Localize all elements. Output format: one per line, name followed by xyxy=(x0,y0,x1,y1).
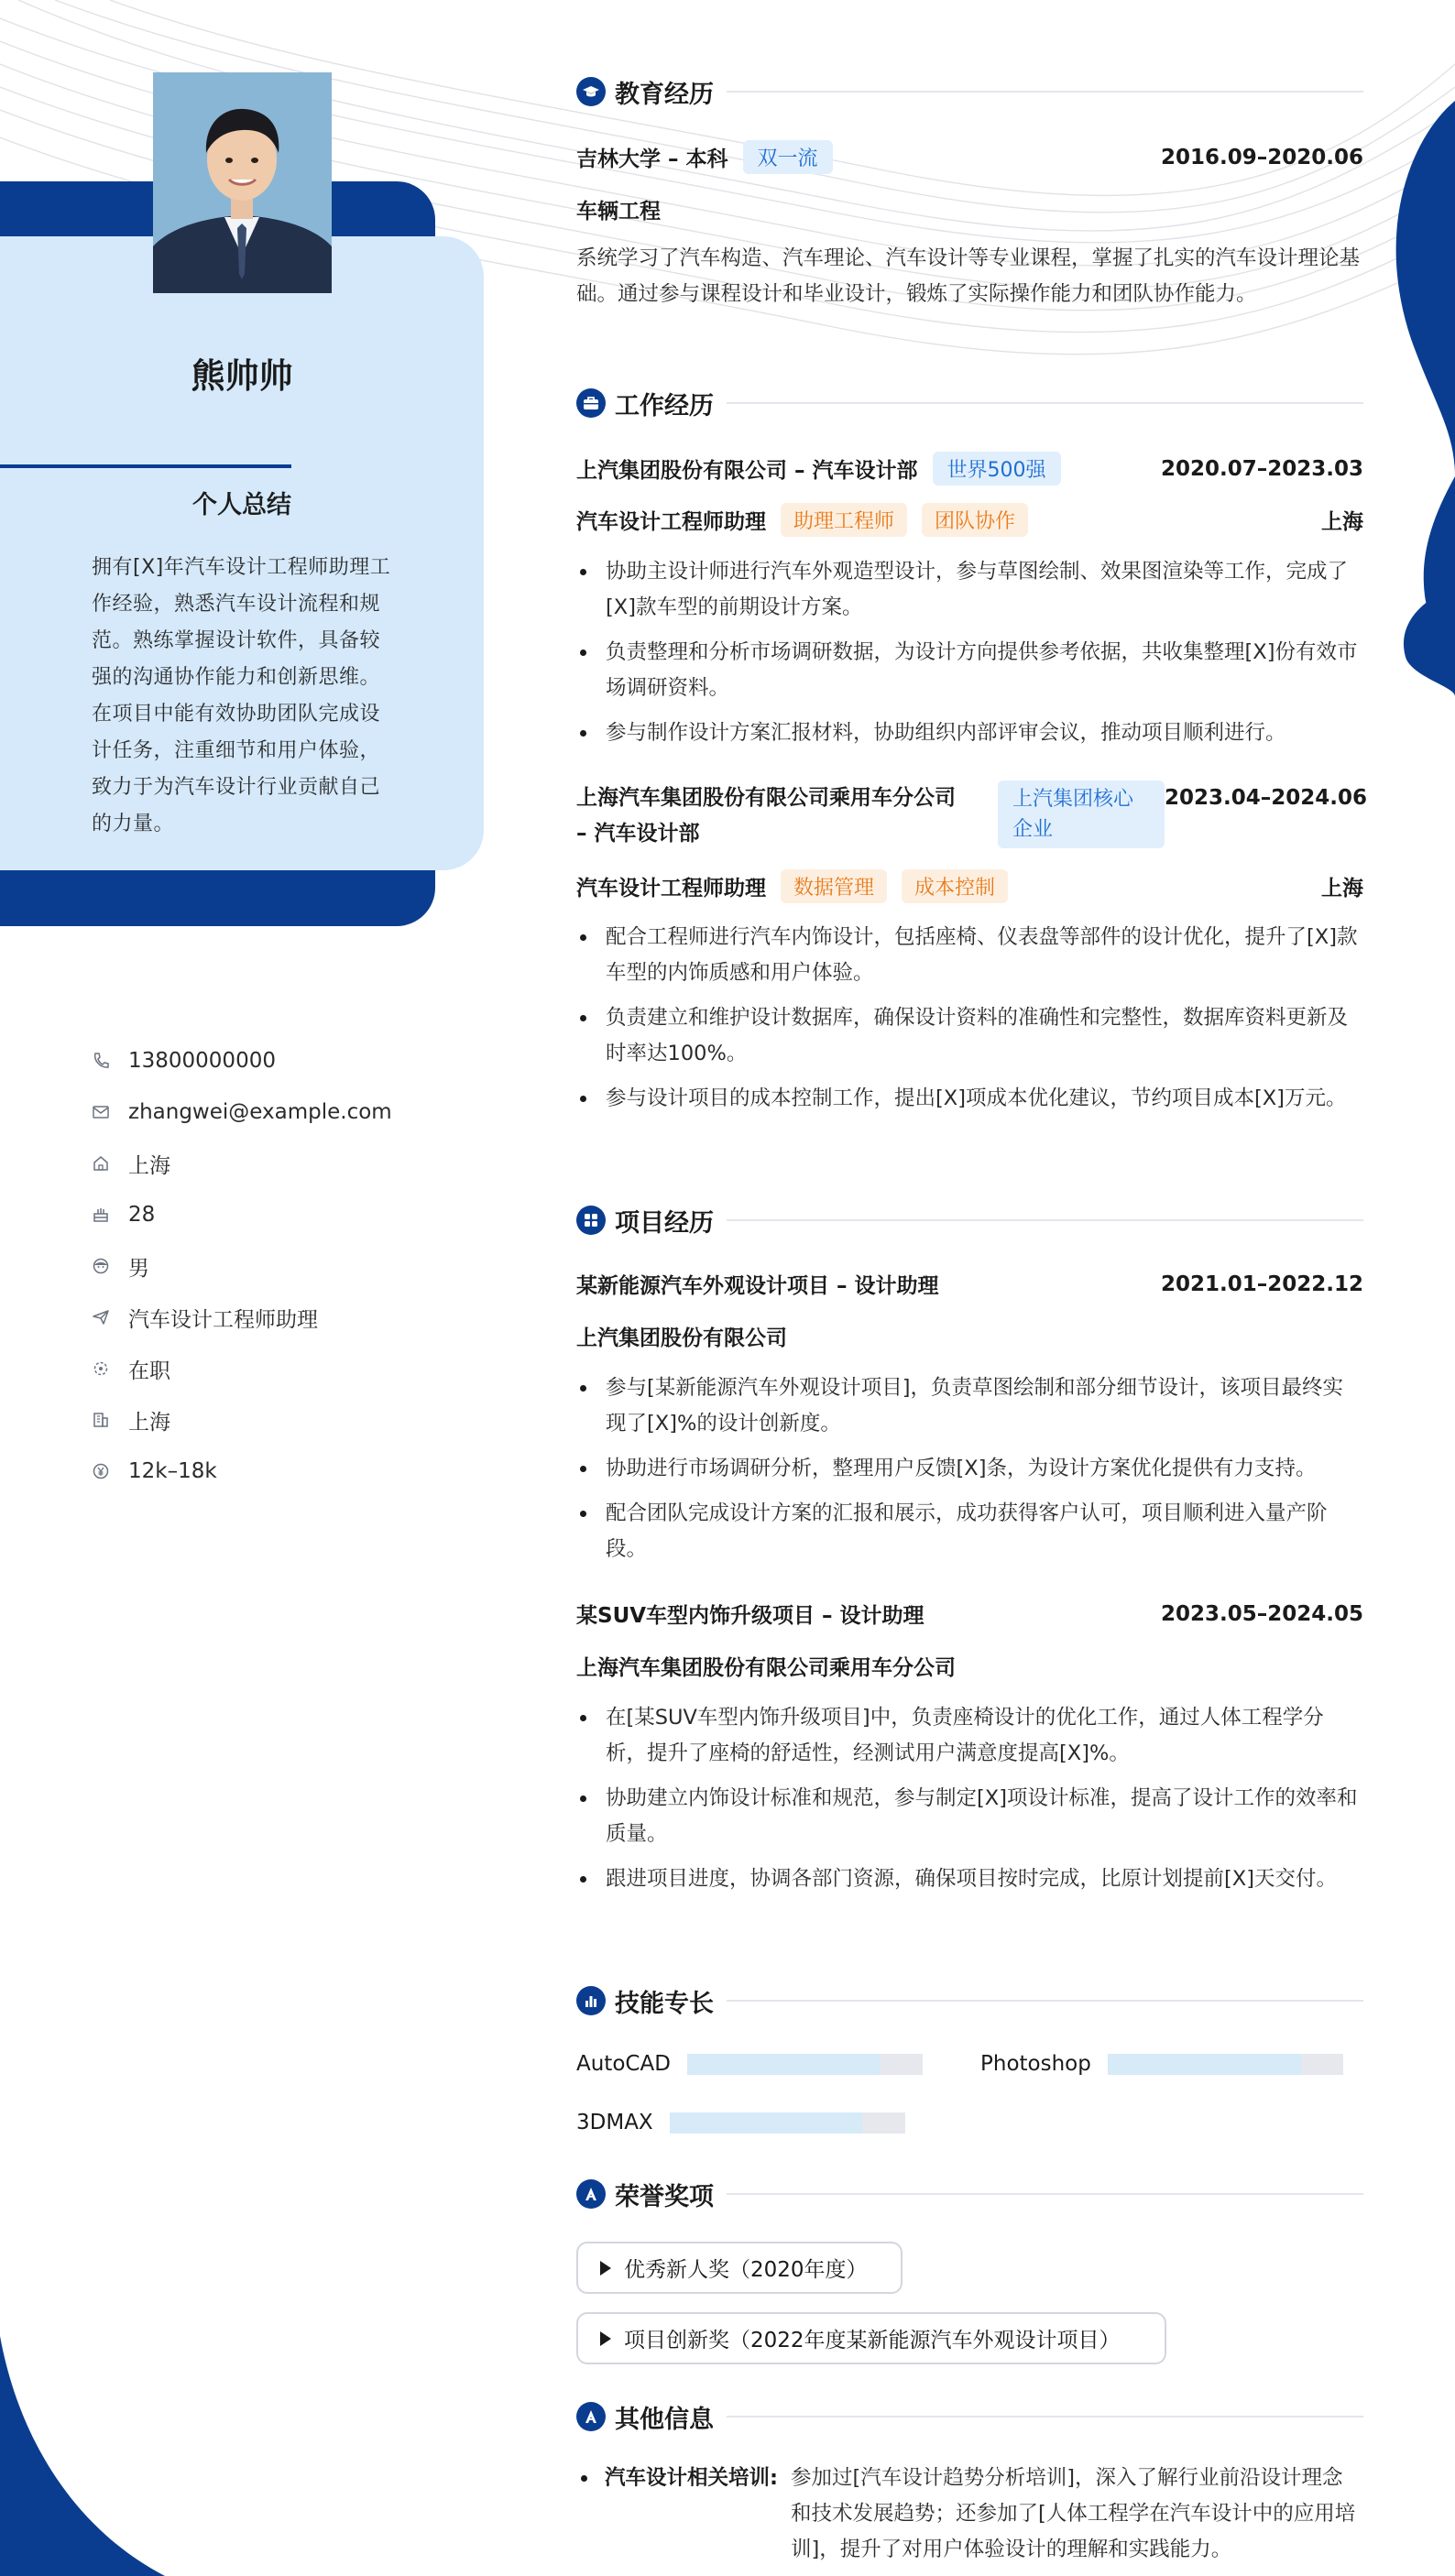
contact-email xyxy=(92,1086,476,1138)
mail-icon xyxy=(92,1103,110,1121)
work-1-company: 上汽集团股份有限公司 – 汽车设计部 xyxy=(576,459,918,483)
work-1-bullets xyxy=(576,554,1363,760)
list-item: 参与制作设计方案汇报材料，协助组织内部评审会议，推动项目顺利进行。 xyxy=(576,715,1363,751)
other-info-text: 参加过[汽车设计趋势分析培训]，深入了解行业前沿设计理念和技术发展趋势；还参加了[人体工程学在汽车设计中的应用培训]，提升了对用户体验设计的理解和实践能力。 xyxy=(791,2466,1356,2561)
profile-name: 熊帅帅 xyxy=(191,356,293,396)
skill-3dmax-fill xyxy=(670,2112,863,2134)
contact-phone-text: 13800000000 xyxy=(128,1049,276,1073)
home-icon xyxy=(92,1154,110,1173)
play-arrow-icon xyxy=(600,2261,611,2276)
list-item: 参与设计项目的成本控制工作，提出[X]项成本优化建议，节约项目成本[X]万元。 xyxy=(576,1081,1363,1117)
contact-email-text: zhangwei@example.com xyxy=(128,1100,392,1124)
contact-status-text: 在职 xyxy=(128,1359,170,1383)
education-school: 吉林大学 – 本科 xyxy=(576,147,728,171)
contact-city-text: 上海 xyxy=(128,1410,170,1435)
award-icon xyxy=(576,2179,606,2209)
section-work-header xyxy=(576,385,1363,421)
list-item: 协助建立内饰设计标准和规范，参与制定[X]项设计标准，提高了设计工作的效率和质量。 xyxy=(576,1781,1363,1852)
work-2-header xyxy=(576,780,1368,852)
section-education-header xyxy=(576,73,1363,110)
portrait-image xyxy=(153,72,332,293)
project-1-bullets xyxy=(576,1370,1363,1577)
work-2-badge: 上汽集团核心企业 xyxy=(998,780,1165,848)
profile-photo xyxy=(153,72,332,293)
project-1-date: 2021.01–2022.12 xyxy=(1160,1272,1363,1296)
list-item: 参与[某新能源汽车外观设计项目]，负责草图绘制和部分细节设计，该项目最终实现了[X]%的设计创新度。 xyxy=(576,1370,1363,1442)
building-icon xyxy=(92,1411,110,1429)
section-divider xyxy=(727,2193,1363,2195)
contact-status xyxy=(92,1343,476,1394)
skill-autocad-name: AutoCAD xyxy=(576,2052,671,2076)
section-divider xyxy=(727,1219,1363,1221)
section-work-title: 工作经历 xyxy=(615,391,714,420)
summary-divider xyxy=(0,464,291,468)
work-2-tag-1: 数据管理 xyxy=(781,869,887,903)
graduation-cap-icon xyxy=(576,77,606,106)
contact-gender-text: 男 xyxy=(128,1256,149,1281)
contact-position xyxy=(92,1292,476,1343)
work-1-date: 2020.07–2023.03 xyxy=(1160,456,1363,481)
contact-age xyxy=(92,1189,476,1240)
section-divider xyxy=(727,91,1363,93)
contact-city xyxy=(92,1394,476,1446)
phone-icon xyxy=(92,1052,110,1070)
list-item xyxy=(576,2461,1363,2568)
section-awards-title: 荣誉奖项 xyxy=(615,2182,714,2211)
work-1-badge: 世界500强 xyxy=(933,452,1061,486)
send-icon xyxy=(92,1308,110,1326)
work-1-role-row xyxy=(576,503,1363,537)
work-1-header xyxy=(576,452,1363,486)
work-1-role: 汽车设计工程师助理 xyxy=(576,510,766,534)
list-item: 负责建立和维护设计数据库，确保设计资料的准确性和完整性，数据库资料更新及时率达100%。 xyxy=(576,1000,1363,1072)
award-item-2 xyxy=(576,2312,1166,2364)
summary-text: 拥有[X]年汽车设计工程师助理工作经验，熟悉汽车设计流程和规范。熟练掌握设计软件，具备较强的沟通协作能力和创新思维。在项目中能有效协助团队完成设计任务，注重细节和用户体验，致力于为汽车设计行业贡献自己的力量。 xyxy=(92,556,391,835)
section-awards-header xyxy=(576,2176,1363,2212)
list-item: 在[某SUV车型内饰升级项目]中，负责座椅设计的优化工作，通过人体工程学分析，提升了座椅的舒适性，经测试用户满意度提高[X]%。 xyxy=(576,1700,1363,1772)
other-info xyxy=(576,2461,1363,2568)
section-other-header xyxy=(576,2398,1363,2435)
award-icon xyxy=(576,2402,606,2431)
cake-icon xyxy=(92,1206,110,1224)
skill-autocad-bar xyxy=(687,2054,923,2075)
other-info-label: 汽车设计相关培训: xyxy=(605,2466,778,2490)
section-projects-header xyxy=(576,1202,1363,1239)
project-2-date: 2023.05–2024.05 xyxy=(1160,1601,1363,1626)
section-education-title: 教育经历 xyxy=(615,80,714,109)
project-1-org: 上汽集团股份有限公司 xyxy=(576,1326,787,1350)
project-1-header xyxy=(576,1269,1363,1299)
award-item-1 xyxy=(576,2242,903,2294)
work-2-company: 上海汽车集团股份有限公司乘用车分公司 – 汽车设计部 xyxy=(576,786,956,846)
education-badge: 双一流 xyxy=(743,140,833,174)
skill-3dmax xyxy=(576,2111,905,2134)
skill-photoshop-name: Photoshop xyxy=(980,2052,1091,2076)
skill-photoshop xyxy=(980,2052,1343,2076)
award-item-2-text: 项目创新奖（2022年度某新能源汽车外观设计项目） xyxy=(624,2329,1121,2352)
section-skills-title: 技能专长 xyxy=(615,1989,714,2018)
section-divider xyxy=(727,2416,1363,2418)
section-divider xyxy=(727,402,1363,404)
bullet-dot xyxy=(581,2475,587,2482)
education-description: 系统学习了汽车构造、汽车理论、汽车设计等专业课程，掌握了扎实的汽车设计理论基础。通过参与课程设计和毕业设计，锻炼了实际操作能力和团队协作能力。 xyxy=(576,246,1361,306)
award-item-1-text: 优秀新人奖（2020年度） xyxy=(624,2258,868,2282)
work-2-role-row xyxy=(576,869,1363,903)
skill-photoshop-fill xyxy=(1108,2054,1301,2075)
contact-salary-text: 12k–18k xyxy=(128,1459,217,1483)
work-1-tag-2: 团队协作 xyxy=(922,503,1028,537)
summary-title: 个人总结 xyxy=(192,491,291,519)
project-1-org-row xyxy=(576,1321,1363,1351)
list-item: 跟进项目进度，协调各部门资源，确保项目按时完成，比原计划提前[X]天交付。 xyxy=(576,1861,1363,1897)
contact-home xyxy=(92,1138,476,1189)
contact-phone xyxy=(92,1035,476,1086)
skill-autocad xyxy=(576,2052,923,2076)
list-item: 配合团队完成设计方案的汇报和展示，成功获得客户认可，项目顺利进入量产阶段。 xyxy=(576,1496,1363,1567)
section-skills-header xyxy=(576,1982,1363,2019)
money-icon xyxy=(92,1462,110,1480)
skill-autocad-fill xyxy=(687,2054,881,2075)
main-content xyxy=(576,0,1368,2576)
work-2-bullets xyxy=(576,920,1363,1126)
contact-age-text: 28 xyxy=(128,1203,156,1227)
skill-3dmax-bar xyxy=(670,2112,905,2134)
work-2-role: 汽车设计工程师助理 xyxy=(576,877,766,901)
gender-icon xyxy=(92,1257,110,1275)
work-2-date: 2023.04–2024.06 xyxy=(1165,786,1368,810)
list-item: 协助主设计师进行汽车外观造型设计，参与草图绘制、效果图渲染等工作，完成了[X]款车型的前期设计方案。 xyxy=(576,554,1363,626)
contact-salary xyxy=(92,1446,476,1497)
status-icon xyxy=(92,1359,110,1378)
skill-3dmax-name: 3DMAX xyxy=(576,2111,653,2134)
section-other-title: 其他信息 xyxy=(615,2405,714,2434)
list-item: 协助进行市场调研分析，整理用户反馈[X]条，为设计方案优化提供有力支持。 xyxy=(576,1451,1363,1487)
project-2-bullets xyxy=(576,1700,1363,1906)
project-2-title: 某SUV车型内饰升级项目 – 设计助理 xyxy=(576,1604,924,1628)
section-divider xyxy=(727,2000,1363,2002)
project-2-org: 上海汽车集团股份有限公司乘用车分公司 xyxy=(576,1656,956,1680)
project-1-title: 某新能源汽车外观设计项目 – 设计助理 xyxy=(576,1274,939,1298)
education-date: 2016.09–2020.06 xyxy=(1160,145,1363,169)
work-2-tag-2: 成本控制 xyxy=(902,869,1008,903)
education-header xyxy=(576,140,1363,174)
contact-position-text: 汽车设计工程师助理 xyxy=(128,1307,318,1332)
education-major-row xyxy=(576,194,1363,224)
section-projects-title: 项目经历 xyxy=(615,1208,714,1238)
project-2-header xyxy=(576,1599,1363,1629)
work-2-location: 上海 xyxy=(1321,877,1363,901)
project-2-org-row xyxy=(576,1651,1363,1681)
work-1-tag-1: 助理工程师 xyxy=(781,503,907,537)
contact-list xyxy=(92,1035,476,1497)
grid-icon xyxy=(576,1206,606,1235)
education-major: 车辆工程 xyxy=(576,200,661,224)
work-1-location: 上海 xyxy=(1321,510,1363,534)
list-item: 配合工程师进行汽车内饰设计，包括座椅、仪表盘等部件的设计优化，提升了[X]款车型的内饰质感和用户体验。 xyxy=(576,920,1363,991)
briefcase-icon xyxy=(576,388,606,418)
bar-chart-icon xyxy=(576,1986,606,2015)
contact-gender xyxy=(92,1240,476,1292)
play-arrow-icon xyxy=(600,2331,611,2346)
skill-photoshop-bar xyxy=(1108,2054,1343,2075)
contact-home-text: 上海 xyxy=(128,1153,170,1178)
sidebar xyxy=(0,0,495,2576)
list-item: 负责整理和分析市场调研数据，为设计方向提供参考依据，共收集整理[X]份有效市场调研资料。 xyxy=(576,635,1363,706)
